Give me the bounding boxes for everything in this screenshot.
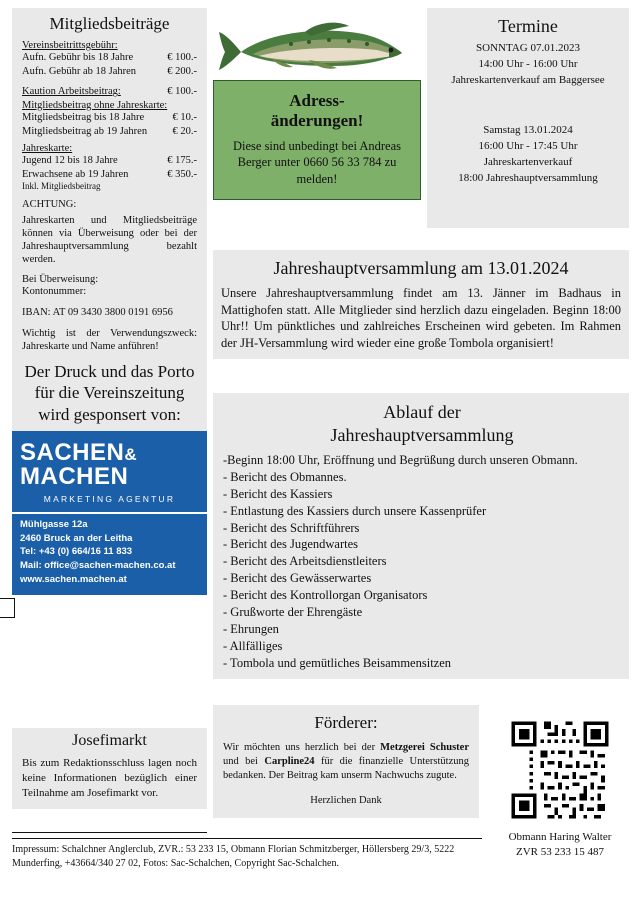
sponsor-brand — [20, 438, 199, 491]
foerderer-thanks: Herzlichen Dank — [310, 794, 382, 806]
termine-spacer — [427, 89, 629, 123]
termine-desc-1: Jahreskartenverkauf am Baggersee — [451, 73, 605, 86]
qr-code-icon — [508, 718, 612, 822]
account-heading: Kontonummer: — [22, 286, 87, 298]
list-item: - Bericht des Gewässerwartes — [223, 571, 372, 586]
ablauf-title-line1: Ablauf der — [383, 402, 461, 422]
sponsor-street: Mühlgasse 12a — [20, 518, 88, 530]
fee-label: Erwachsene ab 19 Jahren — [22, 168, 129, 180]
list-item: -Beginn 18:00 Uhr, Eröffnung und Begrüßung durch unseren Obmann. — [223, 453, 578, 467]
address-change-title-line2: änderungen! — [270, 110, 364, 130]
termine-title: Termine — [498, 16, 558, 36]
list-item: - Bericht des Arbeitsdienstleiters — [223, 554, 387, 569]
sponsor-brand-line2: MACHEN — [20, 463, 129, 491]
middle-top-column — [213, 8, 421, 200]
jhv-text: Unsere Jahreshauptversammlung findet am 13. Jänner im Badhaus in Mattighofen statt. Alle Mitglieder sind herzlich dazu eingeladen. Beginn 18:00 Uhr!! Um pünktliches und zahlreiches Erscheinen wird gebeten. Im Rahmen der JH-Versammlung wird wieder eine große Tombola organisiert! — [221, 286, 621, 350]
qr-caption-line1: Obmann Haring Walter — [508, 831, 612, 843]
attention-heading: ACHTUNG: — [22, 199, 77, 211]
left-column — [12, 8, 207, 595]
fee-amount: € 10.- — [172, 111, 197, 123]
josefimarkt-text: Bis zum Redaktionsschluss lagen noch keine Informationen bezüglich einer Teilnahme am Josefimarkt vor. — [22, 757, 197, 799]
foerderer-block — [213, 705, 479, 818]
qr-area — [490, 718, 630, 861]
sponsor-brand-amp: & — [124, 444, 138, 464]
qr-caption-line2: ZVR 53 233 15 487 — [516, 846, 604, 859]
list-item: - Allfälliges — [223, 638, 283, 653]
foerderer-text-part2: und bei — [223, 756, 265, 768]
fee-amount: € 350.- — [167, 168, 197, 180]
membership-without-card-heading: Mitgliedsbeitrag ohne Jahreskarte: — [22, 99, 168, 111]
sponsor-phone: Tel: +43 (0) 664/16 11 833 — [20, 546, 133, 558]
impressum: Impressum: Schalchner Anglerclub, ZVR.: 53 233 15, Obmann Florian Schmitzberger, Höllersberg 29/3, 5222 Munderfing, +43664/340 27 02, Fotos: Sac-Schalchen, Copyright Sac-Schalchen. — [12, 838, 482, 870]
address-change-text: Diese sind unbedingt bei Andreas Berger unter 0660 56 33 784 zu melden! — [232, 139, 402, 186]
fee-row — [22, 125, 197, 139]
list-item: - Ehrungen — [223, 621, 279, 636]
left-divider — [12, 832, 207, 833]
fee-amount: € 175.- — [167, 155, 197, 167]
list-item: - Bericht des Obmannes. — [223, 469, 347, 484]
termine-desc-3: 18:00 Jahreshauptversammlung — [458, 171, 598, 184]
fee-label: Mitgliedsbeitrag ab 19 Jahren — [22, 125, 148, 137]
ablauf-block — [213, 393, 629, 679]
purpose-text: Wichtig ist der Verwendungszweck: Jahreskarte und Name anführen! — [22, 327, 197, 352]
fee-row — [22, 111, 197, 125]
jhv-block — [213, 250, 629, 359]
termine-block — [427, 8, 629, 228]
fee-amount: € 200.- — [167, 65, 197, 77]
foerderer-text-part3: für die finanzielle Unterstützung bedanken. Der Beitrag kam unserm Nachwuchs zugute. — [223, 756, 469, 782]
fee-row — [22, 65, 197, 79]
sponsor-block — [12, 357, 207, 595]
deposit-amount: € 100.- — [167, 86, 197, 98]
fee-row — [22, 168, 197, 182]
transfer-heading: Bei Überweisung: — [22, 274, 99, 286]
annual-card-heading: Jahreskarte: — [22, 143, 73, 155]
termine-time-2: 16:00 Uhr - 17:45 Uhr — [478, 139, 578, 152]
list-item: - Bericht des Jugendwartes — [223, 537, 359, 552]
membership-fees — [12, 40, 207, 357]
sponsor-mail[interactable]: Mail: office@sachen-machen.co.at — [20, 560, 176, 572]
fee-row — [22, 85, 197, 99]
membership-title: Mitgliedsbeiträge — [49, 14, 170, 33]
foerderer-title: Förderer: — [314, 713, 378, 732]
page-notch — [0, 598, 15, 618]
list-item: - Bericht des Kassiers — [223, 486, 333, 501]
address-change-box — [213, 80, 421, 200]
sponsor-logo — [12, 431, 207, 512]
address-change-title — [224, 91, 410, 130]
foerderer-text-part1: Wir möchten uns herzlich bei der — [223, 742, 381, 753]
ablauf-list — [223, 452, 621, 671]
fee-row — [22, 154, 197, 168]
qr-code[interactable] — [508, 718, 612, 822]
josefimarkt-block — [12, 728, 207, 809]
fee-amount: € 20.- — [172, 125, 197, 137]
fee-row — [22, 51, 197, 65]
termine-desc-2: Jahreskartenverkauf — [483, 155, 573, 168]
list-item: - Bericht des Kontrollorgan Organisators — [223, 588, 428, 602]
termine-time-1: 14:00 Uhr - 16:00 Uhr — [478, 57, 578, 70]
deposit-label: Kaution Arbeitsbeitrag: — [22, 86, 121, 98]
termine-date-2: Samstag 13.01.2024 — [483, 123, 573, 136]
josefimarkt-title: Josefimarkt — [72, 732, 147, 749]
fee-label: Aufn. Gebühr ab 18 Jahren — [22, 65, 137, 77]
list-item: - Grußworte der Ehrengäste — [223, 604, 363, 619]
fee-label: Mitgliedsbeitrag bis 18 Jahre — [22, 111, 145, 123]
foerderer-text — [223, 741, 469, 784]
foerderer-sponsor-2: Carpline24 — [264, 756, 315, 768]
fish-illustration — [213, 8, 421, 80]
foerderer-sponsor-1: Metzgerei Schuster — [380, 742, 469, 753]
joining-fee-heading: Vereinsbeitrittsgebühr: — [22, 40, 118, 51]
ablauf-title-line2: Jahreshauptversammlung — [330, 424, 514, 445]
qr-caption — [490, 830, 630, 861]
list-item: - Entlastung des Kassiers durch unsere Kassenprüfer — [223, 503, 487, 518]
sponsor-website[interactable]: www.sachen.machen.at — [20, 573, 127, 585]
sponsor-tagline: MARKETING AGENTUR — [43, 493, 176, 504]
sponsor-contact — [12, 512, 207, 595]
fee-amount: € 100.- — [167, 52, 197, 63]
termine-date-1: SONNTAG 07.01.2023 — [476, 42, 580, 54]
list-item: - Tombola und gemütliches Beisammensitzen — [223, 655, 452, 670]
sponsor-city: 2460 Bruck an der Leitha — [20, 532, 133, 544]
fee-label: Aufn. Gebühr bis 18 Jahre — [22, 52, 134, 63]
attention-text: Jahreskarten und Mitgliedsbeiträge können via Überweisung oder bei der Jahreshauptversammlung bezahlt werden. — [22, 214, 197, 265]
sponsor-brand-line1: SACHEN — [20, 438, 125, 466]
annual-card-note: Inkl. Mitgliedsbeitrag — [22, 181, 101, 192]
address-change-title-line1: Adress- — [289, 91, 345, 110]
jhv-title: Jahreshauptversammlung am 13.01.2024 — [273, 258, 569, 278]
iban: IBAN: AT 09 3430 3800 0191 6956 — [22, 307, 173, 319]
ablauf-title — [223, 401, 621, 446]
sponsor-lead-text: Der Druck und das Porto für die Vereinszeitung wird gesponsert von: — [24, 362, 195, 424]
list-item: - Bericht des Schriftführers — [223, 520, 360, 535]
fee-label: Jugend 12 bis 18 Jahre — [22, 155, 118, 167]
trout-icon — [213, 8, 421, 80]
